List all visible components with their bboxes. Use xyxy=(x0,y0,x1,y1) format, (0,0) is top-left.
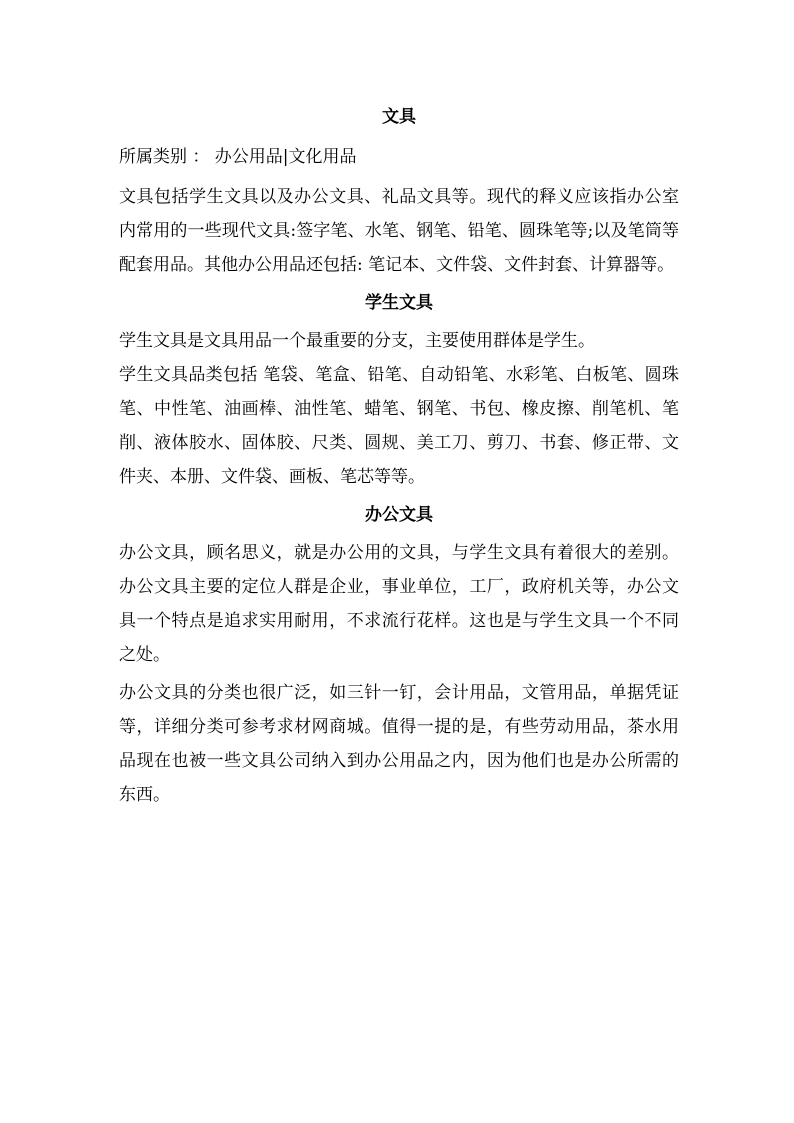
document-page xyxy=(119,100,679,812)
section-heading-office-stationery: 办公文具 xyxy=(365,505,433,525)
office-stationery-paragraph-2: 办公文具的分类也很广泛，如三针一钉，会计用品，文管用品，单据凭证等，详细分类可参考求材网商城。值得一提的是，有些劳动用品，茶水用品现在也被一些文具公司纳入到办公用品之内，因为他们也是办公所需的东西。 xyxy=(119,683,679,805)
intro-paragraph: 文具包括学生文具以及办公文具、礼品文具等。现代的释义应该指办公室内常用的一些现代文具:签字笔、水笔、钢笔、铅笔、圆珠笔等;以及笔筒等配套用品。其他办公用品还包括: 笔记本、文件袋、文件封套、计算器等。 xyxy=(119,187,679,275)
student-stationery-paragraph-2: 学生文具品类包括 笔袋、笔盒、铅笔、自动铅笔、水彩笔、白板笔、圆珠笔、中性笔、油画棒、油性笔、蜡笔、钢笔、书包、橡皮擦、削笔机、笔削、液体胶水、固体胶、尺类、圆规、美工刀、剪刀、书套、修正带、文件夹、本册、文件袋、画板、笔芯等等。 xyxy=(119,365,679,487)
section-heading-student-stationery: 学生文具 xyxy=(365,293,433,313)
student-stationery-paragraph-1: 学生文具是文具用品一个最重要的分支，主要使用群体是学生。 xyxy=(119,331,595,351)
category-line: 所属类别 ： 办公用品|文化用品 xyxy=(119,147,357,167)
office-stationery-paragraph-1: 办公文具，顾名思义，就是办公用的文具，与学生文具有着很大的差别。办公文具主要的定位人群是企业，事业单位，工厂，政府机关等，办公文具一个特点是追求实用耐用，不求流行花样。这也是与学生文具一个不同之处。 xyxy=(119,543,679,665)
document-title: 文具 xyxy=(382,107,416,127)
